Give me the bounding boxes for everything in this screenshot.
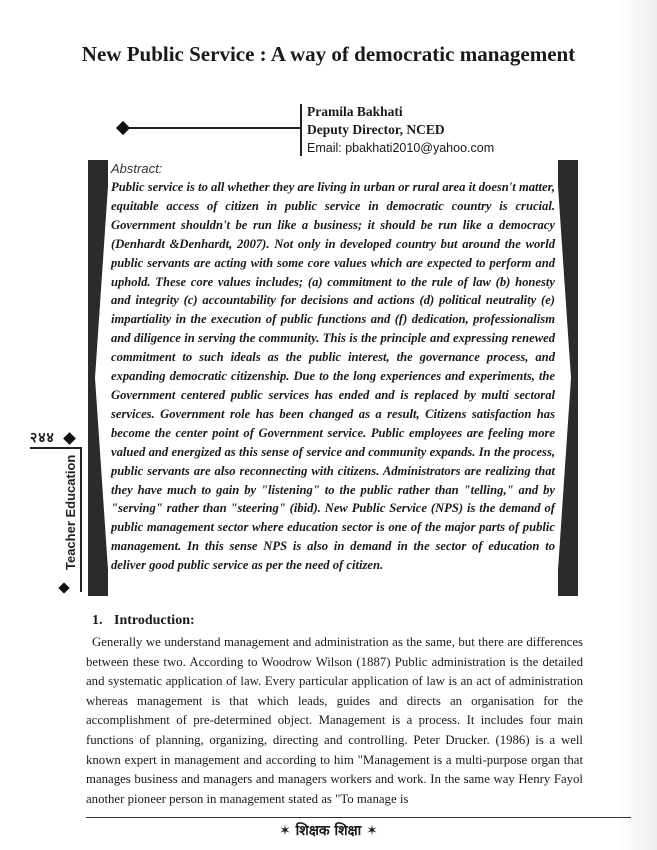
author-name: Pramila Bakhati <box>307 104 403 119</box>
sidebar-diamond-ornament-bottom <box>58 582 69 593</box>
sidebar-rule-vertical <box>80 447 82 592</box>
page-edge-shade <box>617 0 657 850</box>
page-number: २४४ <box>30 430 55 446</box>
sidebar-rule-horizontal <box>30 447 80 449</box>
abstract-left-bar <box>88 160 108 596</box>
author-rule <box>127 127 302 129</box>
sidebar-diamond-ornament <box>63 432 76 445</box>
abstract-label: Abstract: <box>111 161 163 176</box>
introduction-text: Generally we understand management and administration as the same, but there are differences between these two. According to Woodrow Wilson (1887) Public administration is the detailed and systematic application of law. Every particular application of law is an act of administration whereas management is that which leads, guides and directs an organisation for the accomplishment of pre-determined object. Management is a process. It includes four main functions of planning, organizing, directing and controlling. Peter Drucker. (1986) is a well known expert in management and according to him "Management is a multi-purpose organ that manages business and managers and managers workers and work. In the same way Henry Fayol another pioneer person in management stated as "To manage is <box>86 635 583 806</box>
abstract-text: Public service is to all whether they are living in urban or rural area it doesn't matter, equitable access of citizen in public service in democratic country is crucial. Government shouldn't be run like a business; it should be run like a democracy (Denhardt &Denhardt, 2007). Not only in developed country but around the world public servants are acting with some core values which are expected to perform and uphold. These core values includes; (a) commitment to the rule of law (b) honesty and integrity (c) accountability for decisions and actions (d) political neutrality (e) impartiality in the execution of public functions and (f) dedication, professionalism and diligence in serving the community. This is the principle and expressing renewed commitment to such ideals as the public interest, the governance process, and expanding democratic citizenship. Due to the long experiences and experiments, the Government centered public services has ended and is replaced by multi sectoral services. Government role has been changed as a result, Citizens satisfaction has become the center point of Government service. Public employees are feeling more valued and energized as this sense of service and community expands. In the process, public servants are also reconnecting with citizens. Administrators are realizing that they have much to gain by "listening" to the public rather than "telling," and by "serving" rather than "steering" (ibid). New Public Service (NPS) is the demand of public management sector where education sector is one of the major parts of public management. In this sense NPS is also in demand in the sector of education to deliver good public service as per the need of citizen. <box>111 180 555 573</box>
author-role: Deputy Director, NCED <box>307 122 445 137</box>
author-bar <box>300 104 302 156</box>
footer-journal-name: ✶ शिक्षक शिक्षा ✶ <box>279 823 378 839</box>
footer-rule <box>86 817 631 818</box>
section-heading <box>92 613 195 629</box>
section-number: 1. <box>92 613 103 628</box>
journal-name-vertical: Teacher Education <box>63 454 78 570</box>
author-block <box>307 103 494 157</box>
abstract-right-bar <box>558 160 578 596</box>
paper-title: New Public Service : A way of democratic management <box>81 42 576 66</box>
author-email: Email: pbakhati2010@yahoo.com <box>307 141 495 155</box>
section-title: Introduction: <box>114 613 195 628</box>
